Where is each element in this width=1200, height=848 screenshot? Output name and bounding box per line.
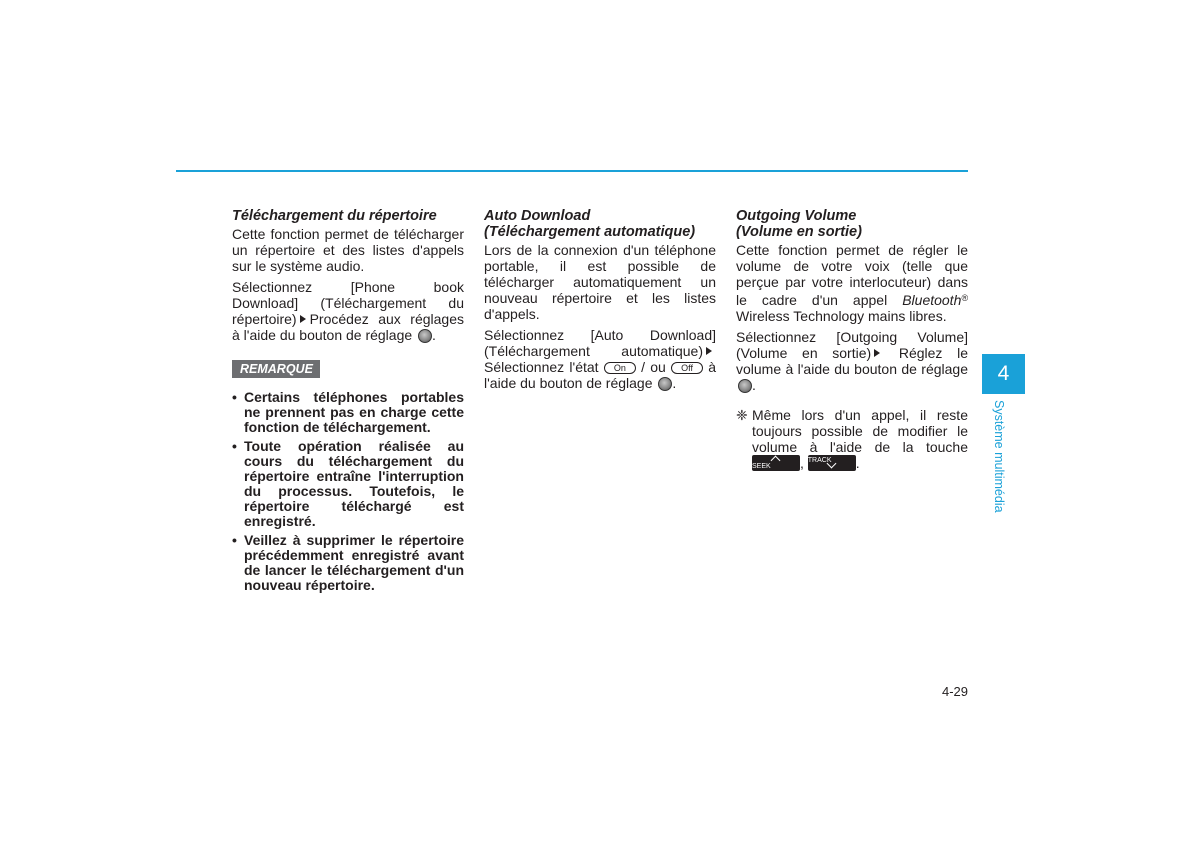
- text: Veillez à supprimer le répertoire précédemment enregistré avant de lancer le téléchargement d'un nouveau répertoire.: [244, 532, 464, 593]
- section-heading: [484, 208, 716, 240]
- paragraph: Cette fonction permet de télécharger un répertoire et des listes d'appels sur le système audio.: [232, 226, 464, 274]
- text: à l'aide du bouton de réglage: [484, 359, 717, 391]
- tune-knob-icon: [418, 329, 432, 343]
- bullet: •: [232, 389, 237, 405]
- column-phonebook-download: [232, 208, 464, 597]
- tune-knob-icon: [658, 377, 672, 391]
- header-rule: [176, 170, 968, 172]
- text: Wireless Technology mains libres.: [736, 308, 947, 324]
- arrow-right-icon: [874, 349, 880, 357]
- page-number: 4-29: [941, 684, 968, 699]
- chapter-label: Système multimédia: [992, 400, 1006, 513]
- remarque-badge: REMARQUE: [232, 360, 320, 378]
- section-heading: [736, 208, 968, 240]
- seek-label: SEEK: [752, 463, 771, 470]
- text: Sélectionnez l'état: [484, 359, 599, 375]
- note-star-icon: ❈: [736, 407, 748, 423]
- text: Procédez aux réglages à l'aide du bouton de réglage: [232, 311, 464, 343]
- on-state-badge: On: [604, 362, 636, 374]
- text: Sélectionnez [Phone book Download] (Téléchargement du répertoire): [232, 279, 464, 327]
- list-item: [232, 390, 464, 435]
- bluetooth-brand: Bluetooth: [902, 292, 962, 308]
- registered-mark: ®: [961, 293, 969, 303]
- arrow-right-icon: [706, 347, 712, 355]
- text: .: [855, 455, 860, 471]
- chapter-tab: 4: [982, 354, 1025, 394]
- text: Réglez le volume à l'aide du bouton de réglage: [736, 345, 968, 377]
- arrow-right-icon: [300, 315, 306, 323]
- text: Sélectionnez [Auto Download] (Téléchargement automatique): [484, 327, 716, 359]
- track-label: TRACK: [807, 457, 832, 464]
- column-auto-download: [484, 208, 716, 396]
- track-button-icon: [808, 455, 856, 471]
- tune-knob-icon: [738, 379, 752, 393]
- bullet: •: [232, 532, 237, 548]
- text: Certains téléphones portables ne prennent pas en charge cette fonction de téléchargement.: [244, 389, 464, 435]
- off-state-badge: Off: [671, 362, 703, 374]
- heading-line: Auto Download: [484, 208, 591, 224]
- paragraph: [232, 279, 464, 343]
- text: Cette fonction permet de régler le volume de votre voix (telle que perçue par votre interlocuteur) dans le cadre d'un appel: [736, 242, 968, 308]
- text: Même lors d'un appel, il reste toujours possible de modifier le volume à l'aide de la touche: [752, 407, 968, 455]
- remarque-list: [232, 390, 464, 593]
- list-item: [232, 533, 464, 593]
- text: .: [672, 375, 677, 391]
- text: Sélectionnez [Outgoing Volume] (Volume en sortie): [736, 329, 968, 361]
- seek-button-icon: [752, 455, 800, 471]
- text: Toute opération réalisée au cours du téléchargement du répertoire entraîne l'interruption du processus. Toutefois, le répertoire téléchargé est enregistré.: [244, 438, 464, 529]
- column-outgoing-volume: [736, 208, 968, 471]
- text: .: [752, 377, 756, 393]
- heading-line: (Téléchargement automatique): [484, 224, 696, 240]
- heading-line: Outgoing Volume: [736, 208, 857, 224]
- list-item: [232, 439, 464, 529]
- paragraph: [736, 242, 968, 324]
- star-note: [736, 407, 968, 471]
- heading-line: (Volume en sortie): [736, 224, 862, 240]
- paragraph: Lors de la connexion d'un téléphone portable, il est possible de télécharger automatiquement un nouveau répertoire et les listes d'appels.: [484, 242, 716, 322]
- text: / ou: [641, 359, 666, 375]
- paragraph: [736, 329, 968, 393]
- bullet: •: [232, 438, 237, 454]
- paragraph: [484, 327, 716, 391]
- section-heading: Téléchargement du répertoire: [232, 208, 437, 224]
- text: ,: [800, 455, 804, 471]
- text: .: [432, 327, 436, 343]
